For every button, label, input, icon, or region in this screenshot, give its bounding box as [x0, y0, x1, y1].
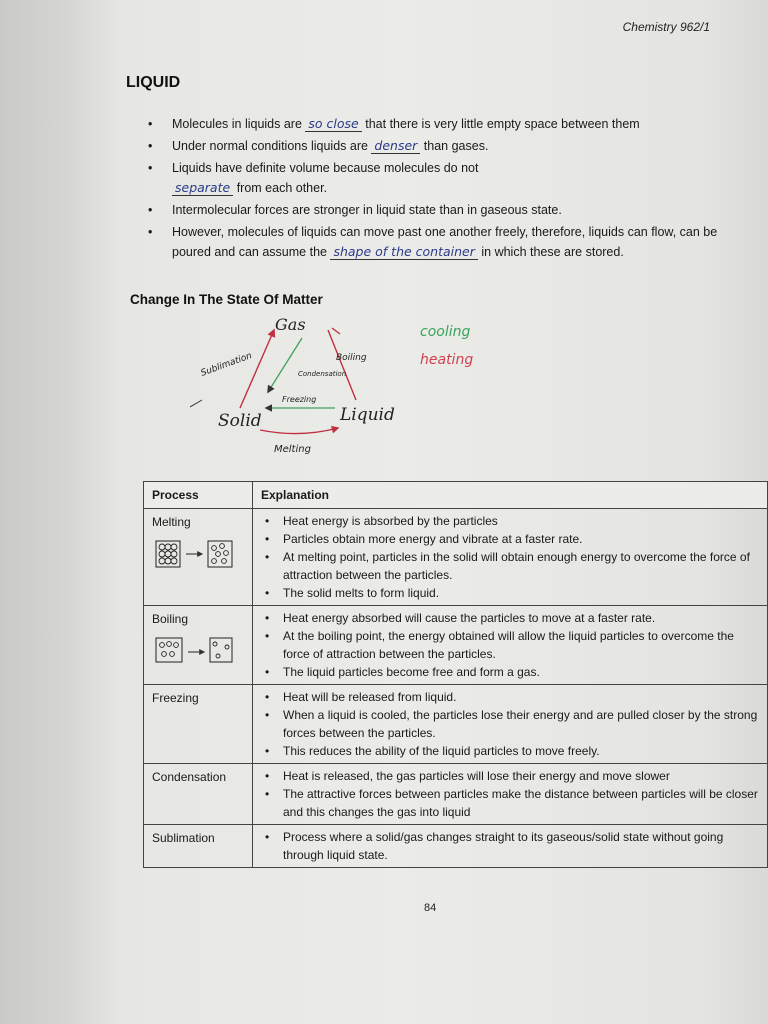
table-row [144, 764, 768, 825]
explanation-cell [253, 685, 768, 764]
table-row [144, 606, 768, 685]
explanation-point: • Heat will be released from liquid. [261, 688, 759, 706]
explanation-point: • The attractive forces between particles make the distance between particles will be closer and this changes the gas into liquid [261, 785, 759, 821]
table-row [144, 825, 768, 868]
table-row [144, 685, 768, 764]
process-name: Condensation [152, 770, 227, 784]
state-change-diagram [190, 300, 490, 470]
explanation-cell [253, 509, 768, 606]
section-title-liquid: LIQUID [126, 74, 181, 91]
bullet-text: Under normal conditions liquids are [172, 139, 368, 153]
explanation-point: • Heat is released, the gas particles will lose their energy and move slower [261, 767, 759, 785]
handwritten-answer: separate [172, 180, 233, 196]
bullet-text: Liquids have definite volume because molecules do not [172, 161, 479, 175]
condensation-label: Condensation [298, 370, 347, 378]
handwritten-answer: so close [305, 116, 361, 132]
process-name: Boiling [152, 612, 189, 626]
liquid-bullet-list [148, 114, 718, 264]
legend-cooling: cooling [420, 324, 471, 340]
bullet-item [148, 200, 718, 220]
sublimation-label: Sublimation [199, 351, 254, 379]
bullet-item [148, 136, 718, 156]
bullet-item [148, 222, 718, 262]
course-header: Chemistry 962/1 [622, 20, 710, 34]
explanation-point: • At the boiling point, the energy obtained will allow the liquid particles to overcome the force of attraction between the particles. [261, 627, 759, 663]
process-cell [144, 685, 253, 764]
explanation-point: • Process where a solid/gas changes straight to its gaseous/solid state without going through liquid state. [261, 828, 759, 864]
bullet-item [148, 114, 718, 134]
bullet-text: than gases. [423, 139, 489, 153]
header-process: Process [144, 482, 253, 509]
liquid-label: Liquid [340, 405, 395, 425]
melting-label: Melting [274, 444, 311, 455]
table-header-row [144, 482, 768, 509]
melting-arrow [260, 428, 338, 434]
process-name: Sublimation [152, 831, 215, 845]
condensation-arrow [268, 338, 302, 392]
process-cell [144, 606, 253, 685]
process-cell [144, 764, 253, 825]
section-title-change-of-state: Change In The State Of Matter [130, 292, 323, 307]
explanation-point: • When a liquid is cooled, the particles lose their energy and are pulled closer by the strong forces between the particles. [261, 706, 759, 742]
handwritten-answer: shape of the container [330, 244, 477, 260]
solid-to-liquid-sketch [152, 539, 236, 571]
stray-mark [190, 400, 202, 407]
boiling-arrowhead [332, 328, 340, 334]
bullet-text: that there is very little empty space between them [365, 117, 640, 131]
explanation-cell [253, 606, 768, 685]
header-explanation: Explanation [253, 482, 768, 509]
explanation-cell [253, 764, 768, 825]
handwritten-answer: denser [371, 138, 420, 154]
process-cell [144, 825, 253, 868]
bullet-text: from each other. [236, 181, 328, 195]
bullet-text: Intermolecular forces are stronger in liquid state than in gaseous state. [172, 203, 562, 217]
process-cell [144, 509, 253, 606]
explanation-point: • Particles obtain more energy and vibrate at a faster rate. [261, 530, 759, 548]
process-table [143, 481, 768, 868]
boiling-arrow [328, 330, 356, 400]
sublimation-arrow [240, 330, 274, 408]
legend-heating: heating [420, 352, 474, 368]
explanation-cell [253, 825, 768, 868]
explanation-point: • This reduces the ability of the liquid particles to move freely. [261, 742, 759, 760]
solid-label: Solid [218, 411, 262, 431]
explanation-point: • At melting point, particles in the solid will obtain enough energy to overcome the force of attraction between the particles. [261, 548, 759, 584]
liquid-to-gas-sketch [152, 636, 236, 666]
explanation-point: • Heat energy absorbed will cause the particles to move at a faster rate. [261, 609, 759, 627]
freezing-label: Freezing [282, 395, 317, 404]
bullet-text: Molecules in liquids are [172, 117, 302, 131]
explanation-point: • Heat energy is absorbed by the particles [261, 512, 759, 530]
gas-label: Gas [275, 315, 306, 334]
process-name: Melting [152, 515, 191, 529]
explanation-point: • The solid melts to form liquid. [261, 584, 759, 602]
explanation-point: • The liquid particles become free and form a gas. [261, 663, 759, 681]
table-row [144, 509, 768, 606]
page-number: 84 [424, 902, 437, 914]
bullet-item [148, 158, 718, 198]
boiling-label: Boiling [336, 353, 367, 363]
process-name: Freezing [152, 691, 199, 705]
bullet-text: in which these are stored. [481, 245, 624, 259]
bullet-text: However, molecules of liquids can move past one another freely, therefore, liquids can flow, can be poured and can assume the [172, 225, 718, 259]
